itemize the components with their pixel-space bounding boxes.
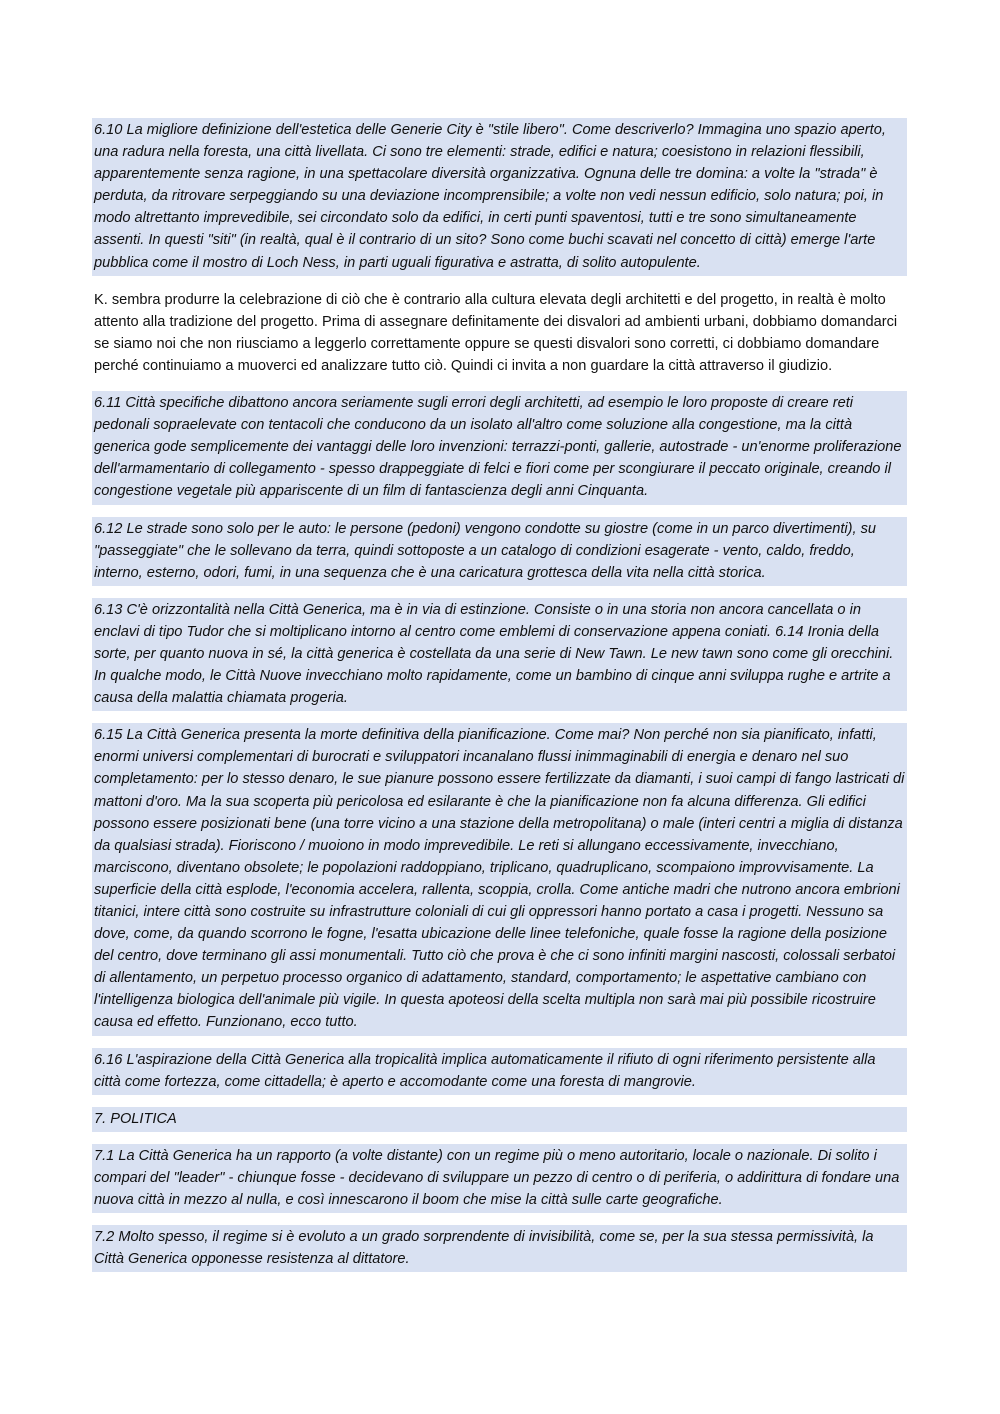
paragraph-7-2: 7.2 Molto spesso, il regime si è evoluto a un grado sorprendente di invisibilità, come se, per la sua stessa permissività, la Città Generica opponesse resistenza al dittatore. [92,1225,907,1272]
paragraph-7-1: 7.1 La Città Generica ha un rapporto (a volte distante) con un regime più o meno autoritario, locale o nazionale. Di solito i compari del "leader" - chiunque fosse - decidevano di sviluppare un pezzo di centro o di periferia, o addirittura di fondare una nuova città in mezzo al nulla, e così innescarono il boom che mise la città sulle carte geografiche. [92,1144,907,1213]
paragraph-6-13: 6.13 C'è orizzontalità nella Città Generica, ma è in via di estinzione. Consiste o in una storia non ancora cancellata o in enclavi di tipo Tudor che si moltiplicano intorno al centro come emblemi di conservazione appena coniati. 6.14 Ironia della sorte, per quanto nuova in sé, la città generica è costellata da una serie di New Tawn. Le new tawn sono come gli orecchini. In qualche modo, le Città Nuove invecchiano molto rapidamente, come un bambino di cinque anni sviluppa rughe e artrite a causa della malattia chiamata progeria. [92,598,907,711]
paragraph-6-10: 6.10 La migliore definizione dell'estetica delle Generie City è "stile libero". Come descriverlo? Immagina uno spazio aperto, una radura nella foresta, una città livellata. Ci sono tre elementi: strade, edifici e natura; coesistono in relazioni flessibili, apparentemente senza ragione, in una spettacolare diversità organizzativa. Ognuna delle tre domina: a volte la "strada" è perduta, da ritrovare serpeggiando su una deviazione incomprensibile; a volte non vedi nessun edificio, solo natura; poi, in modo altrettanto imprevedibile, sei circondato solo da edifici, in certi punti spaventosi, tutti e tre sono simultaneamente assenti. In questi "siti" (in realtà, qual è il contrario di un sito? Sono come buchi scavati nel concetto di città) emerge l'arte pubblica come il mostro di Loch Ness, in parti uguali figurativa e astratta, di solito autopulente. [92,118,907,276]
paragraph-6-16: 6.16 L'aspirazione della Città Generica alla tropicalità implica automaticamente il rifiuto di ogni riferimento persistente alla città come fortezza, come cittadella; è aperto e accomodante come una foresta di mangrovie. [92,1048,907,1095]
document-page [92,118,907,1284]
paragraph-6-15: 6.15 La Città Generica presenta la morte definitiva della pianificazione. Come mai? Non perché non sia pianificato, infatti, enormi universi complementari di burocrati e sviluppatori incanalano flussi inimmaginabili di energia e denaro nel suo completamento: per lo stesso denaro, le sue pianure possono essere fertilizzate da diamanti, i suoi campi di fango lastricati di mattoni d'oro. Ma la sua scoperta più pericolosa ed esilarante è che la pianificazione non fa alcuna differenza. Gli edifici possono essere posizionati bene (una torre vicino a una stazione della metropolitana) o male (interi centri a miglia di distanza da qualsiasi strada). Fioriscono / muoiono in modo imprevedibile. Le reti si allungano eccessivamente, invecchiano, marciscono, diventano obsolete; le popolazioni raddoppiano, triplicano, quadruplicano, scompaiono improvvisamente. La superficie della città esplode, l'economia accelera, rallenta, scoppia, crolla. Come antiche madri che nutrono ancora embrioni titanici, intere città sono costruite su infrastrutture coloniali di cui gli oppressori hanno portato a casa i progetti. Nessuno sa dove, come, da quando scorrono le fogne, l'esatta ubicazione delle linee telefoniche, quale fosse la ragione della posizione del centro, dove terminano gli assi monumentali. Tutto ciò che prova è che ci sono infiniti margini nascosti, colossali serbatoi di allentamento, un perpetuo processo organico di adattamento, standard, comportamento; le aspettative cambiano con l'intelligenza biologica dell'animale più vigile. In questa apoteosi della scelta multipla non sarà mai più possibile ricostruire causa ed effetto. Funzionano, ecco tutto. [92,723,907,1035]
paragraph-commentary: K. sembra produrre la celebrazione di ciò che è contrario alla cultura elevata degli architetti e del progetto, in realtà è molto attento alla tradizione del progetto. Prima di assegnare definitamente dei disvalori ad ambienti urbani, dobbiamo domandarci se siamo noi che non riusciamo a leggerlo correttamente oppure se questi disvalori sono corretti, ci dobbiamo domandare perché continuiamo a muoverci ed analizzare tutto ciò. Quindi ci invita a non guardare la città attraverso il giudizio. [94,291,898,374]
paragraph-6-11: 6.11 Città specifiche dibattono ancora seriamente sugli errori degli architetti, ad esempio le loro proposte di creare reti pedonali sopraelevate con tentacoli che conducono da un isolato all'altro come soluzione alla congestione, ma la città generica gode semplicemente dei vantaggi delle loro invenzioni: terrazzi-ponti, gallerie, autostrade - un'enorme proliferazione dell'armamentario di collegamento - spesso drappeggiate di felci e fiori come per scongiurare il peccato originale, creando il congestione vegetale più appariscente di un film di fantascienza degli anni Cinquanta. [92,391,907,504]
paragraph-6-12: 6.12 Le strade sono solo per le auto: le persone (pedoni) vengono condotte su giostre (come in un parco divertimenti), su "passeggiate" che le sollevano da terra, quindi sottoposte a un catalogo di condizioni esagerate - vento, caldo, freddo, interno, esterno, odori, fumi, in una sequenza che è una caricatura grottesca della vita nella città storica. [92,517,907,586]
section-heading-politica: 7. POLITICA [92,1107,907,1132]
